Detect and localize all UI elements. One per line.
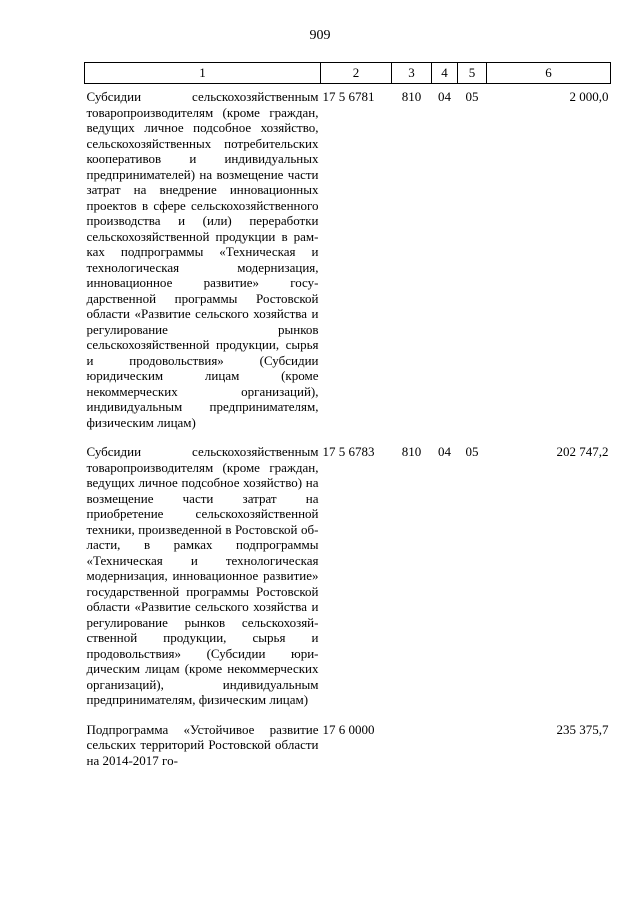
row-pr-cell: 05 <box>465 89 479 104</box>
row-vr-cell: 810 <box>401 444 422 459</box>
page-number: 909 <box>309 28 331 43</box>
column-header-vr: 3 <box>392 63 432 84</box>
row-csr-cell: 17 5 6783 <box>322 444 375 459</box>
row-pr-cell <box>458 717 487 778</box>
column-header-rz: 4 <box>432 63 458 84</box>
column-header-name: 1 <box>85 63 321 84</box>
table-row <box>85 84 611 440</box>
column-header-pr: 5 <box>458 63 487 84</box>
row-name-cell: Субсидии сельскохозяйственным товаропроизводителям (кроме граждан, ведущих личное подсобное хозяйство, сельскохозяйственных потребительских кооперативов и индивидуальных предпринимателей) на возмещение части затрат на внедрение инновационных проектов в сфере сельскохозяйственного производства и (или) переработки сельскохозяйственной продукции в рамках подпрограммы «Техническая и технологическая модернизация, инновационное развитие» государственной программы Ростовской области «Развитие сельского хозяйства и регулирование рынков сельскохозяйственной продукции, сырья и продовольствия» (Субсидии юридическим лицам (кроме некоммерческих организаций), индивидуальным предпринимателям, физическим лицам) <box>86 89 319 430</box>
table-row <box>85 439 611 717</box>
row-amount-cell: 2 000,0 <box>569 89 609 104</box>
row-amount-cell: 202 747,2 <box>556 444 609 459</box>
row-name-cell: Субсидии сельскохозяйственным товаропроизводителям (кроме граждан, ведущих личное подсобное хозяйство) на возмещение части затрат на приобретение сельскохозяйственной техники, произведенной в Ростовской области, в рамках подпрограммы «Техническая и технологическая модернизация, инновационное развитие» государственной программы Ростовской области «Развитие сельского хозяйства и регулирование рынков сельскохозяйственной продукции, сырья и продовольствия» (Субсидии юридическим лицам (кроме некоммерческих организаций), индивидуальным предпринимателям, физическим лицам) <box>86 444 319 707</box>
row-name-cell: Подпрограмма «Устойчивое развитие сельских территорий Ростовской области на 2014-2017 го- <box>86 721 319 768</box>
table-header-row <box>85 63 611 84</box>
row-rz-cell: 04 <box>438 89 451 104</box>
row-pr-cell: 05 <box>465 444 479 459</box>
row-rz-cell: 04 <box>438 444 451 459</box>
budget-table <box>84 62 611 777</box>
row-amount-cell: 235 375,7 <box>556 721 609 737</box>
column-header-amount: 6 <box>487 63 611 84</box>
table-row <box>85 717 611 778</box>
row-csr-cell: 17 6 0000 <box>322 721 375 737</box>
row-vr-cell <box>392 717 432 778</box>
row-rz-cell <box>432 717 458 778</box>
row-csr-cell: 17 5 6781 <box>322 89 375 104</box>
column-header-csr: 2 <box>321 63 392 84</box>
row-vr-cell: 810 <box>401 89 422 104</box>
